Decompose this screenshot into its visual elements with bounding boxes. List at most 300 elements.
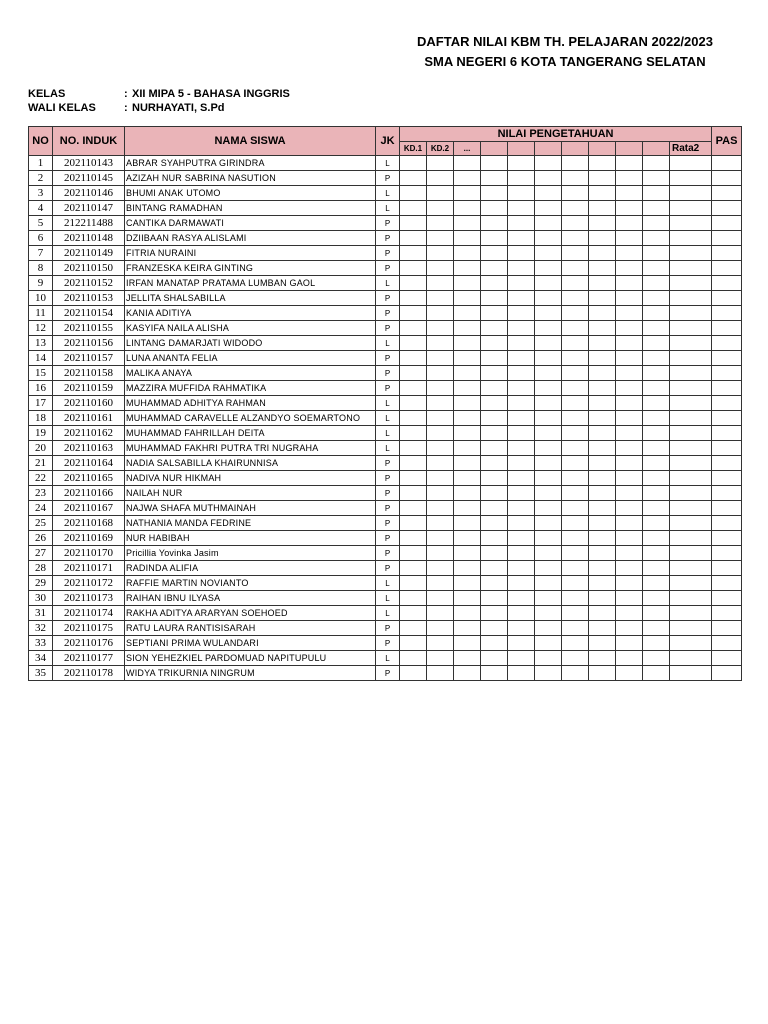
row-nama-siswa: ABRAR SYAHPUTRA GIRINDRA xyxy=(125,156,376,171)
table-row xyxy=(29,606,742,621)
row-pas-cell xyxy=(712,606,742,621)
row-grade-cell xyxy=(562,231,589,246)
row-grade-cell xyxy=(616,261,643,276)
row-pas-cell xyxy=(712,261,742,276)
row-pas-cell xyxy=(712,216,742,231)
table-row xyxy=(29,621,742,636)
row-grade-cell xyxy=(670,531,712,546)
row-grade-cell xyxy=(535,576,562,591)
row-grade-cell xyxy=(589,186,616,201)
row-grade-cell xyxy=(454,291,481,306)
row-grade-cell xyxy=(643,441,670,456)
row-grade-cell xyxy=(427,306,454,321)
row-grade-cell xyxy=(535,381,562,396)
row-jk: P xyxy=(376,546,400,561)
row-grade-cell xyxy=(643,591,670,606)
row-pas-cell xyxy=(712,546,742,561)
row-grade-cell xyxy=(535,156,562,171)
row-grade-cell xyxy=(427,501,454,516)
row-grade-cell xyxy=(589,351,616,366)
row-grade-cell xyxy=(616,606,643,621)
row-no-induk: 202110148 xyxy=(53,231,125,246)
row-grade-cell xyxy=(589,546,616,561)
row-nama-siswa: AZIZAH NUR SABRINA NASUTION xyxy=(125,171,376,186)
row-no-induk: 202110174 xyxy=(53,606,125,621)
row-grade-cell xyxy=(427,366,454,381)
row-pas-cell xyxy=(712,291,742,306)
row-no-induk: 202110155 xyxy=(53,321,125,336)
row-grade-cell xyxy=(400,246,427,261)
row-grade-cell xyxy=(481,651,508,666)
row-grade-cell xyxy=(508,306,535,321)
row-nama-siswa: BHUMI ANAK UTOMO xyxy=(125,186,376,201)
row-grade-cell xyxy=(589,366,616,381)
row-grade-cell xyxy=(589,276,616,291)
row-grade-cell xyxy=(562,171,589,186)
row-grade-cell xyxy=(562,201,589,216)
row-grade-cell xyxy=(400,546,427,561)
row-grade-cell xyxy=(508,186,535,201)
row-nama-siswa: CANTIKA DARMAWATI xyxy=(125,216,376,231)
row-number: 31 xyxy=(29,606,53,621)
row-jk: P xyxy=(376,561,400,576)
row-grade-cell xyxy=(508,621,535,636)
row-jk: P xyxy=(376,381,400,396)
row-grade-cell xyxy=(481,636,508,651)
row-grade-cell xyxy=(616,291,643,306)
row-grade-cell xyxy=(616,486,643,501)
row-grade-cell xyxy=(535,246,562,261)
row-no-induk: 202110149 xyxy=(53,246,125,261)
row-grade-cell xyxy=(427,426,454,441)
row-pas-cell xyxy=(712,441,742,456)
row-grade-cell xyxy=(562,366,589,381)
row-grade-cell xyxy=(643,606,670,621)
row-grade-cell xyxy=(400,366,427,381)
row-pas-cell xyxy=(712,186,742,201)
row-number: 32 xyxy=(29,621,53,636)
row-grade-cell xyxy=(643,351,670,366)
row-nama-siswa: RAIHAN IBNU ILYASA xyxy=(125,591,376,606)
header-nilai-pengetahuan: NILAI PENGETAHUAN xyxy=(400,127,712,142)
header-blank xyxy=(481,142,508,156)
row-grade-cell xyxy=(454,201,481,216)
row-grade-cell xyxy=(454,366,481,381)
row-grade-cell xyxy=(616,501,643,516)
row-grade-cell xyxy=(508,261,535,276)
row-grade-cell xyxy=(562,411,589,426)
row-grade-cell xyxy=(481,666,508,681)
row-number: 16 xyxy=(29,381,53,396)
row-grade-cell xyxy=(508,486,535,501)
row-grade-cell xyxy=(400,186,427,201)
row-grade-cell xyxy=(508,411,535,426)
row-grade-cell xyxy=(562,336,589,351)
table-row xyxy=(29,666,742,681)
row-pas-cell xyxy=(712,306,742,321)
row-nama-siswa: BINTANG RAMADHAN xyxy=(125,201,376,216)
row-grade-cell xyxy=(616,396,643,411)
row-grade-cell xyxy=(535,471,562,486)
table-row xyxy=(29,486,742,501)
row-grade-cell xyxy=(481,501,508,516)
row-grade-cell xyxy=(535,456,562,471)
row-grade-cell xyxy=(670,231,712,246)
row-grade-cell xyxy=(589,516,616,531)
table-row xyxy=(29,366,742,381)
row-grade-cell xyxy=(670,516,712,531)
row-grade-cell xyxy=(643,231,670,246)
row-no-induk: 202110177 xyxy=(53,651,125,666)
row-no-induk: 202110161 xyxy=(53,411,125,426)
table-row xyxy=(29,321,742,336)
row-grade-cell xyxy=(535,501,562,516)
row-grade-cell xyxy=(454,306,481,321)
table-row xyxy=(29,156,742,171)
row-nama-siswa: DZIIBAAN RASYA ALISLAMI xyxy=(125,231,376,246)
row-jk: P xyxy=(376,486,400,501)
row-grade-cell xyxy=(589,486,616,501)
row-grade-cell xyxy=(589,306,616,321)
row-grade-cell xyxy=(508,291,535,306)
row-pas-cell xyxy=(712,501,742,516)
row-grade-cell xyxy=(616,381,643,396)
row-no-induk: 202110166 xyxy=(53,486,125,501)
row-grade-cell xyxy=(562,246,589,261)
row-grade-cell xyxy=(670,186,712,201)
row-grade-cell xyxy=(427,441,454,456)
row-grade-cell xyxy=(616,531,643,546)
row-grade-cell xyxy=(508,426,535,441)
row-grade-cell xyxy=(481,186,508,201)
header-blank xyxy=(643,142,670,156)
row-no-induk: 202110160 xyxy=(53,396,125,411)
row-grade-cell xyxy=(454,456,481,471)
row-grade-cell xyxy=(562,606,589,621)
row-grade-cell xyxy=(508,216,535,231)
row-grade-cell xyxy=(535,591,562,606)
row-grade-cell xyxy=(643,291,670,306)
row-grade-cell xyxy=(427,171,454,186)
row-grade-cell xyxy=(508,546,535,561)
row-grade-cell xyxy=(670,576,712,591)
row-grade-cell xyxy=(400,351,427,366)
header-blank xyxy=(508,142,535,156)
row-grade-cell xyxy=(400,471,427,486)
row-pas-cell xyxy=(712,471,742,486)
row-grade-cell xyxy=(616,561,643,576)
row-grade-cell xyxy=(454,621,481,636)
row-grade-cell xyxy=(454,171,481,186)
row-grade-cell xyxy=(589,396,616,411)
row-grade-cell xyxy=(562,351,589,366)
row-jk: L xyxy=(376,606,400,621)
table-row xyxy=(29,171,742,186)
row-nama-siswa: NAJWA SHAFA MUTHMAINAH xyxy=(125,501,376,516)
row-grade-cell xyxy=(481,171,508,186)
row-grade-cell xyxy=(562,636,589,651)
row-grade-cell xyxy=(562,561,589,576)
wali-kelas-label: WALI KELAS xyxy=(28,102,96,114)
row-grade-cell xyxy=(643,336,670,351)
row-grade-cell xyxy=(643,561,670,576)
row-grade-cell xyxy=(454,216,481,231)
row-grade-cell xyxy=(454,231,481,246)
row-no-induk: 202110145 xyxy=(53,171,125,186)
row-grade-cell xyxy=(400,306,427,321)
grades-table-body xyxy=(29,156,742,681)
row-grade-cell xyxy=(589,531,616,546)
row-no-induk: 202110170 xyxy=(53,546,125,561)
row-grade-cell xyxy=(535,201,562,216)
row-pas-cell xyxy=(712,381,742,396)
row-grade-cell xyxy=(481,411,508,426)
row-grade-cell xyxy=(643,576,670,591)
row-grade-cell xyxy=(427,471,454,486)
row-jk: L xyxy=(376,156,400,171)
row-jk: L xyxy=(376,336,400,351)
row-grade-cell xyxy=(643,186,670,201)
table-row xyxy=(29,531,742,546)
row-nama-siswa: Pricillia Yovinka Jasim xyxy=(125,546,376,561)
row-grade-cell xyxy=(454,276,481,291)
row-nama-siswa: IRFAN MANATAP PRATAMA LUMBAN GAOL xyxy=(125,276,376,291)
row-grade-cell xyxy=(643,651,670,666)
row-grade-cell xyxy=(616,216,643,231)
row-nama-siswa: RAFFIE MARTIN NOVIANTO xyxy=(125,576,376,591)
row-grade-cell xyxy=(400,336,427,351)
row-grade-cell xyxy=(562,306,589,321)
row-grade-cell xyxy=(400,171,427,186)
row-grade-cell xyxy=(427,606,454,621)
row-grade-cell xyxy=(562,426,589,441)
row-grade-cell xyxy=(670,561,712,576)
row-grade-cell xyxy=(508,636,535,651)
row-nama-siswa: NADIA SALSABILLA KHAIRUNNISA xyxy=(125,456,376,471)
row-grade-cell xyxy=(400,666,427,681)
row-grade-cell xyxy=(481,351,508,366)
row-grade-cell xyxy=(454,651,481,666)
row-grade-cell xyxy=(508,336,535,351)
row-number: 20 xyxy=(29,441,53,456)
row-grade-cell xyxy=(481,546,508,561)
row-pas-cell xyxy=(712,201,742,216)
row-grade-cell xyxy=(616,156,643,171)
row-grade-cell xyxy=(616,546,643,561)
table-row xyxy=(29,561,742,576)
row-grade-cell xyxy=(589,606,616,621)
row-grade-cell xyxy=(508,156,535,171)
row-grade-cell xyxy=(508,246,535,261)
row-grade-cell xyxy=(670,651,712,666)
row-grade-cell xyxy=(481,621,508,636)
row-grade-cell xyxy=(427,561,454,576)
row-grade-cell xyxy=(616,336,643,351)
row-grade-cell xyxy=(481,441,508,456)
row-grade-cell xyxy=(481,606,508,621)
row-grade-cell xyxy=(400,321,427,336)
row-number: 29 xyxy=(29,576,53,591)
row-grade-cell xyxy=(508,351,535,366)
row-grade-cell xyxy=(400,516,427,531)
row-grade-cell xyxy=(643,471,670,486)
row-grade-cell xyxy=(427,576,454,591)
row-number: 27 xyxy=(29,546,53,561)
row-pas-cell xyxy=(712,561,742,576)
row-nama-siswa: NATHANIA MANDA FEDRINE xyxy=(125,516,376,531)
table-row xyxy=(29,456,742,471)
row-grade-cell xyxy=(454,666,481,681)
row-grade-cell xyxy=(643,306,670,321)
row-grade-cell xyxy=(670,366,712,381)
row-pas-cell xyxy=(712,516,742,531)
row-grade-cell xyxy=(535,441,562,456)
row-grade-cell xyxy=(427,231,454,246)
row-grade-cell xyxy=(508,591,535,606)
row-grade-cell xyxy=(400,531,427,546)
row-grade-cell xyxy=(535,666,562,681)
row-nama-siswa: SION YEHEZKIEL PARDOMUAD NAPITUPULU xyxy=(125,651,376,666)
row-grade-cell xyxy=(535,216,562,231)
row-grade-cell xyxy=(562,546,589,561)
row-grade-cell xyxy=(454,336,481,351)
row-grade-cell xyxy=(643,516,670,531)
row-grade-cell xyxy=(400,276,427,291)
row-grade-cell xyxy=(670,336,712,351)
row-no-induk: 202110154 xyxy=(53,306,125,321)
row-grade-cell xyxy=(670,546,712,561)
row-nama-siswa: MUHAMMAD CARAVELLE ALZANDYO SOEMARTONO xyxy=(125,411,376,426)
row-grade-cell xyxy=(454,426,481,441)
row-grade-cell xyxy=(670,381,712,396)
header-rata2: Rata2 xyxy=(670,142,712,156)
row-no-induk: 202110176 xyxy=(53,636,125,651)
row-nama-siswa: MAZZIRA MUFFIDA RAHMATIKA xyxy=(125,381,376,396)
row-grade-cell xyxy=(562,651,589,666)
row-grade-cell xyxy=(616,246,643,261)
row-grade-cell xyxy=(643,636,670,651)
row-grade-cell xyxy=(400,486,427,501)
row-grade-cell xyxy=(562,516,589,531)
row-grade-cell xyxy=(400,261,427,276)
row-grade-cell xyxy=(616,621,643,636)
row-grade-cell xyxy=(562,531,589,546)
row-grade-cell xyxy=(643,426,670,441)
row-grade-cell xyxy=(454,351,481,366)
row-grade-cell xyxy=(562,501,589,516)
row-grade-cell xyxy=(616,576,643,591)
row-nama-siswa: FITRIA NURAINI xyxy=(125,246,376,261)
row-grade-cell xyxy=(616,171,643,186)
row-nama-siswa: MUHAMMAD FAHRILLAH DEITA xyxy=(125,426,376,441)
row-grade-cell xyxy=(562,486,589,501)
row-pas-cell xyxy=(712,396,742,411)
row-grade-cell xyxy=(616,426,643,441)
row-grade-cell xyxy=(427,381,454,396)
row-grade-cell xyxy=(562,621,589,636)
row-grade-cell xyxy=(535,411,562,426)
row-no-induk: 202110153 xyxy=(53,291,125,306)
row-grade-cell xyxy=(670,411,712,426)
row-grade-cell xyxy=(535,276,562,291)
row-grade-cell xyxy=(400,441,427,456)
row-number: 25 xyxy=(29,516,53,531)
row-no-induk: 202110164 xyxy=(53,456,125,471)
table-row xyxy=(29,186,742,201)
row-grade-cell xyxy=(481,456,508,471)
row-grade-cell xyxy=(670,486,712,501)
row-grade-cell xyxy=(670,441,712,456)
wali-kelas-colon: : xyxy=(124,102,128,114)
row-grade-cell xyxy=(427,276,454,291)
table-row xyxy=(29,381,742,396)
row-number: 30 xyxy=(29,591,53,606)
row-grade-cell xyxy=(535,516,562,531)
row-grade-cell xyxy=(454,591,481,606)
row-grade-cell xyxy=(562,396,589,411)
kelas-colon: : xyxy=(124,88,128,100)
row-grade-cell xyxy=(589,321,616,336)
row-nama-siswa: NUR HABIBAH xyxy=(125,531,376,546)
row-grade-cell xyxy=(616,306,643,321)
row-number: 3 xyxy=(29,186,53,201)
row-grade-cell xyxy=(535,186,562,201)
row-grade-cell xyxy=(562,216,589,231)
row-grade-cell xyxy=(400,621,427,636)
row-pas-cell xyxy=(712,426,742,441)
wali-kelas-value: NURHAYATI, S.Pd xyxy=(132,102,225,114)
row-grade-cell xyxy=(481,471,508,486)
row-grade-cell xyxy=(454,516,481,531)
row-grade-cell xyxy=(400,381,427,396)
row-jk: L xyxy=(376,576,400,591)
row-grade-cell xyxy=(508,201,535,216)
table-row xyxy=(29,246,742,261)
row-grade-cell xyxy=(643,456,670,471)
row-grade-cell xyxy=(454,606,481,621)
row-grade-cell xyxy=(589,666,616,681)
row-grade-cell xyxy=(454,381,481,396)
table-row xyxy=(29,336,742,351)
row-grade-cell xyxy=(400,591,427,606)
row-grade-cell xyxy=(670,171,712,186)
row-grade-cell xyxy=(562,321,589,336)
row-grade-cell xyxy=(400,576,427,591)
row-number: 14 xyxy=(29,351,53,366)
row-no-induk: 202110165 xyxy=(53,471,125,486)
row-grade-cell xyxy=(427,396,454,411)
row-jk: P xyxy=(376,351,400,366)
row-jk: P xyxy=(376,261,400,276)
row-grade-cell xyxy=(589,621,616,636)
row-grade-cell xyxy=(643,486,670,501)
row-grade-cell xyxy=(616,456,643,471)
row-grade-cell xyxy=(481,576,508,591)
table-row xyxy=(29,276,742,291)
header-kd2: KD.2 xyxy=(427,142,454,156)
table-row xyxy=(29,291,742,306)
row-grade-cell xyxy=(643,201,670,216)
row-nama-siswa: RAKHA ADITYA ARARYAN SOEHOED xyxy=(125,606,376,621)
row-grade-cell xyxy=(589,636,616,651)
row-grade-cell xyxy=(427,591,454,606)
row-jk: P xyxy=(376,306,400,321)
row-grade-cell xyxy=(643,246,670,261)
kelas-value: XII MIPA 5 - BAHASA INGGRIS xyxy=(132,88,290,100)
row-grade-cell xyxy=(400,291,427,306)
row-number: 1 xyxy=(29,156,53,171)
row-grade-cell xyxy=(535,531,562,546)
